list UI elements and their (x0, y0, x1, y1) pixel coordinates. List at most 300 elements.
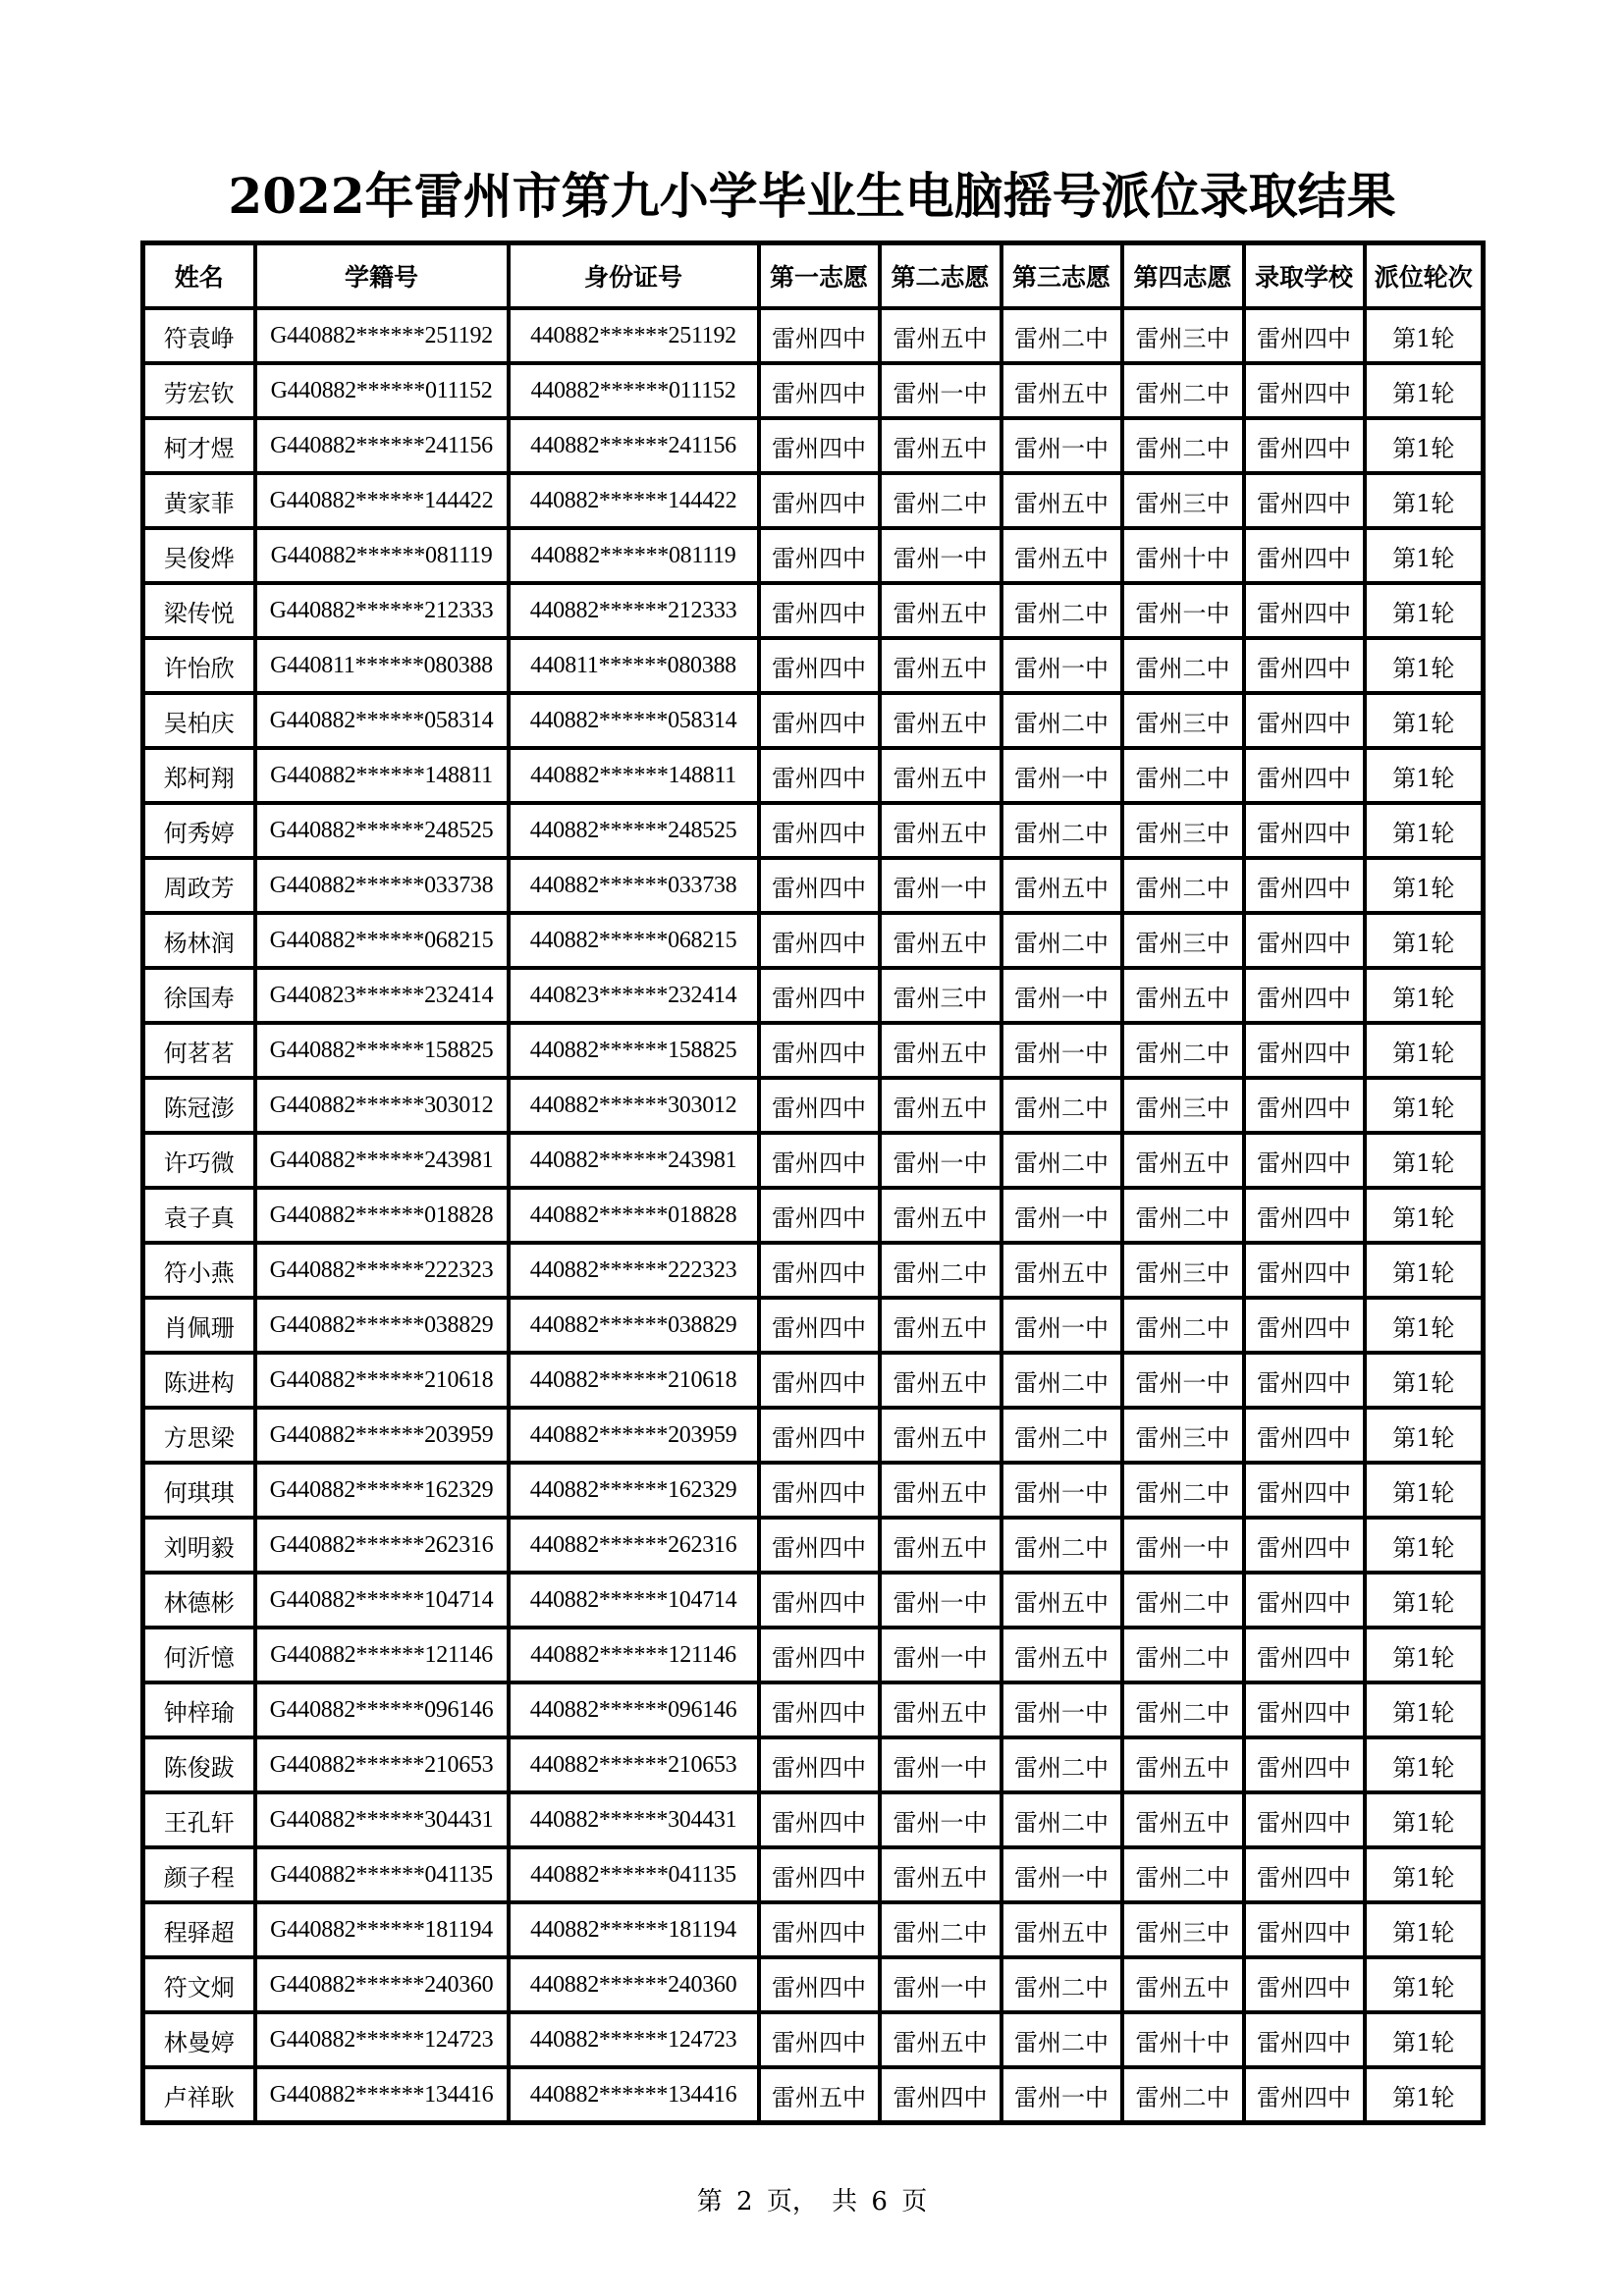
column-header-admitted-school: 录取学校 (1244, 243, 1365, 309)
cell-fourth-choice: 雷州五中 (1122, 1133, 1244, 1188)
cell-fourth-choice: 雷州二中 (1122, 638, 1244, 693)
cell-name: 颜子程 (143, 1847, 255, 1902)
cell-name: 何秀婷 (143, 803, 255, 858)
cell-second-choice: 雷州五中 (880, 418, 1001, 473)
cell-admitted-school: 雷州四中 (1244, 1188, 1365, 1243)
cell-admitted-school: 雷州四中 (1244, 913, 1365, 968)
cell-first-choice: 雷州四中 (759, 1737, 880, 1792)
cell-fourth-choice: 雷州二中 (1122, 1188, 1244, 1243)
cell-first-choice: 雷州四中 (759, 803, 880, 858)
cell-round: 第1轮 (1365, 913, 1484, 968)
table-row (143, 1847, 1484, 1902)
table-row (143, 1078, 1484, 1133)
column-header-fourth-choice: 第四志愿 (1122, 243, 1244, 309)
cell-name: 刘明毅 (143, 1518, 255, 1573)
cell-id-card: 440882******251192 (509, 308, 759, 363)
cell-round: 第1轮 (1365, 1573, 1484, 1628)
cell-first-choice: 雷州四中 (759, 528, 880, 583)
cell-second-choice: 雷州五中 (880, 1847, 1001, 1902)
cell-student-id: G440882******304431 (255, 1792, 509, 1847)
table-row (143, 803, 1484, 858)
cell-round: 第1轮 (1365, 1353, 1484, 1408)
cell-student-id: G440882******041135 (255, 1847, 509, 1902)
cell-second-choice: 雷州五中 (880, 693, 1001, 748)
cell-fourth-choice: 雷州二中 (1122, 1573, 1244, 1628)
cell-third-choice: 雷州二中 (1001, 1957, 1122, 2012)
cell-fourth-choice: 雷州二中 (1122, 1463, 1244, 1518)
cell-fourth-choice: 雷州十中 (1122, 2012, 1244, 2067)
cell-third-choice: 雷州一中 (1001, 1023, 1122, 1078)
cell-round: 第1轮 (1365, 1023, 1484, 1078)
cell-third-choice: 雷州二中 (1001, 693, 1122, 748)
cell-admitted-school: 雷州四中 (1244, 1133, 1365, 1188)
page-number: 第 2 页， 共 6 页 (696, 2187, 928, 2216)
cell-id-card: 440882******158825 (509, 1023, 759, 1078)
table-row (143, 528, 1484, 583)
cell-student-id: G440882******158825 (255, 1023, 509, 1078)
cell-admitted-school: 雷州四中 (1244, 473, 1365, 528)
table-row (143, 2012, 1484, 2067)
cell-round: 第1轮 (1365, 968, 1484, 1023)
cell-name: 许巧微 (143, 1133, 255, 1188)
cell-admitted-school: 雷州四中 (1244, 803, 1365, 858)
cell-third-choice: 雷州五中 (1001, 1573, 1122, 1628)
cell-second-choice: 雷州五中 (880, 913, 1001, 968)
table-row (143, 583, 1484, 638)
cell-id-card: 440882******262316 (509, 1518, 759, 1573)
cell-round: 第1轮 (1365, 308, 1484, 363)
cell-first-choice: 雷州四中 (759, 1902, 880, 1957)
cell-student-id: G440882******262316 (255, 1518, 509, 1573)
cell-id-card: 440882******162329 (509, 1463, 759, 1518)
cell-id-card: 440882******096146 (509, 1682, 759, 1737)
cell-id-card: 440882******081119 (509, 528, 759, 583)
cell-second-choice: 雷州二中 (880, 473, 1001, 528)
cell-round: 第1轮 (1365, 583, 1484, 638)
table-row (143, 968, 1484, 1023)
cell-third-choice: 雷州二中 (1001, 803, 1122, 858)
cell-round: 第1轮 (1365, 1408, 1484, 1463)
table-row (143, 1737, 1484, 1792)
cell-name: 符文炯 (143, 1957, 255, 2012)
cell-admitted-school: 雷州四中 (1244, 1573, 1365, 1628)
cell-second-choice: 雷州一中 (880, 1133, 1001, 1188)
cell-round: 第1轮 (1365, 1133, 1484, 1188)
cell-third-choice: 雷州五中 (1001, 1243, 1122, 1298)
table-row (143, 1902, 1484, 1957)
cell-first-choice: 雷州四中 (759, 1518, 880, 1573)
cell-student-id: G440882******011152 (255, 363, 509, 418)
cell-fourth-choice: 雷州五中 (1122, 968, 1244, 1023)
document-title: 2022年雷州市第九小学毕业生电脑摇号派位录取结果 (228, 167, 1396, 225)
cell-fourth-choice: 雷州二中 (1122, 1628, 1244, 1682)
cell-round: 第1轮 (1365, 473, 1484, 528)
cell-id-card: 440882******148811 (509, 748, 759, 803)
cell-student-id: G440882******148811 (255, 748, 509, 803)
cell-name: 陈冠澎 (143, 1078, 255, 1133)
cell-admitted-school: 雷州四中 (1244, 1518, 1365, 1573)
cell-first-choice: 雷州四中 (759, 473, 880, 528)
cell-first-choice: 雷州四中 (759, 418, 880, 473)
cell-third-choice: 雷州二中 (1001, 1078, 1122, 1133)
cell-name: 何茗茗 (143, 1023, 255, 1078)
cell-fourth-choice: 雷州一中 (1122, 1518, 1244, 1573)
cell-third-choice: 雷州二中 (1001, 1408, 1122, 1463)
cell-student-id: G440882******212333 (255, 583, 509, 638)
table-row (143, 473, 1484, 528)
cell-fourth-choice: 雷州二中 (1122, 2067, 1244, 2123)
cell-student-id: G440882******222323 (255, 1243, 509, 1298)
cell-id-card: 440882******304431 (509, 1792, 759, 1847)
cell-third-choice: 雷州一中 (1001, 1298, 1122, 1353)
cell-id-card: 440882******241156 (509, 418, 759, 473)
cell-student-id: G440882******134416 (255, 2067, 509, 2123)
cell-name: 吴柏庆 (143, 693, 255, 748)
cell-admitted-school: 雷州四中 (1244, 693, 1365, 748)
column-header-third-choice: 第三志愿 (1001, 243, 1122, 309)
cell-round: 第1轮 (1365, 1078, 1484, 1133)
cell-name: 劳宏钦 (143, 363, 255, 418)
table-row (143, 1298, 1484, 1353)
cell-round: 第1轮 (1365, 2012, 1484, 2067)
cell-name: 程驿超 (143, 1902, 255, 1957)
cell-fourth-choice: 雷州十中 (1122, 528, 1244, 583)
cell-second-choice: 雷州五中 (880, 1518, 1001, 1573)
cell-id-card: 440882******068215 (509, 913, 759, 968)
cell-name: 何琪琪 (143, 1463, 255, 1518)
cell-first-choice: 雷州四中 (759, 968, 880, 1023)
cell-third-choice: 雷州二中 (1001, 583, 1122, 638)
cell-round: 第1轮 (1365, 803, 1484, 858)
cell-first-choice: 雷州四中 (759, 693, 880, 748)
cell-name: 王孔轩 (143, 1792, 255, 1847)
cell-id-card: 440882******243981 (509, 1133, 759, 1188)
cell-first-choice: 雷州四中 (759, 2012, 880, 2067)
table-row (143, 1573, 1484, 1628)
cell-fourth-choice: 雷州二中 (1122, 1682, 1244, 1737)
cell-fourth-choice: 雷州五中 (1122, 1792, 1244, 1847)
cell-admitted-school: 雷州四中 (1244, 528, 1365, 583)
cell-round: 第1轮 (1365, 1243, 1484, 1298)
cell-student-id: G440882******104714 (255, 1573, 509, 1628)
cell-admitted-school: 雷州四中 (1244, 1023, 1365, 1078)
cell-third-choice: 雷州二中 (1001, 2012, 1122, 2067)
table-row (143, 1188, 1484, 1243)
cell-student-id: G440882******144422 (255, 473, 509, 528)
cell-admitted-school: 雷州四中 (1244, 1792, 1365, 1847)
cell-id-card: 440882******018828 (509, 1188, 759, 1243)
table-row (143, 363, 1484, 418)
cell-id-card: 440882******222323 (509, 1243, 759, 1298)
column-header-student-id: 学籍号 (255, 243, 509, 309)
cell-third-choice: 雷州五中 (1001, 1628, 1122, 1682)
cell-student-id: G440882******210653 (255, 1737, 509, 1792)
cell-round: 第1轮 (1365, 1847, 1484, 1902)
cell-student-id: G440882******240360 (255, 1957, 509, 2012)
cell-second-choice: 雷州五中 (880, 1682, 1001, 1737)
column-header-first-choice: 第一志愿 (759, 243, 880, 309)
cell-id-card: 440882******210653 (509, 1737, 759, 1792)
cell-id-card: 440882******038829 (509, 1298, 759, 1353)
cell-id-card: 440882******240360 (509, 1957, 759, 2012)
cell-id-card: 440882******124723 (509, 2012, 759, 2067)
cell-admitted-school: 雷州四中 (1244, 583, 1365, 638)
cell-student-id: G440882******248525 (255, 803, 509, 858)
cell-fourth-choice: 雷州三中 (1122, 913, 1244, 968)
cell-first-choice: 雷州四中 (759, 1133, 880, 1188)
cell-round: 第1轮 (1365, 1298, 1484, 1353)
cell-second-choice: 雷州二中 (880, 1243, 1001, 1298)
cell-first-choice: 雷州四中 (759, 1188, 880, 1243)
cell-student-id: G440882******124723 (255, 2012, 509, 2067)
table-row (143, 693, 1484, 748)
table-row (143, 1518, 1484, 1573)
cell-first-choice: 雷州四中 (759, 638, 880, 693)
cell-admitted-school: 雷州四中 (1244, 363, 1365, 418)
cell-second-choice: 雷州五中 (880, 308, 1001, 363)
cell-first-choice: 雷州四中 (759, 858, 880, 913)
cell-id-card: 440882******203959 (509, 1408, 759, 1463)
cell-name: 钟梓瑜 (143, 1682, 255, 1737)
table-row (143, 858, 1484, 913)
cell-fourth-choice: 雷州三中 (1122, 308, 1244, 363)
cell-name: 何沂憶 (143, 1628, 255, 1682)
cell-id-card: 440882******011152 (509, 363, 759, 418)
cell-fourth-choice: 雷州二中 (1122, 748, 1244, 803)
cell-id-card: 440882******058314 (509, 693, 759, 748)
cell-second-choice: 雷州五中 (880, 748, 1001, 803)
cell-round: 第1轮 (1365, 693, 1484, 748)
cell-admitted-school: 雷州四中 (1244, 1957, 1365, 2012)
cell-name: 符袁峥 (143, 308, 255, 363)
cell-fourth-choice: 雷州五中 (1122, 1957, 1244, 2012)
cell-first-choice: 雷州四中 (759, 1298, 880, 1353)
column-header-id-card: 身份证号 (509, 243, 759, 309)
cell-name: 梁传悦 (143, 583, 255, 638)
cell-id-card: 440882******212333 (509, 583, 759, 638)
cell-first-choice: 雷州四中 (759, 913, 880, 968)
cell-second-choice: 雷州一中 (880, 1792, 1001, 1847)
cell-admitted-school: 雷州四中 (1244, 858, 1365, 913)
cell-name: 陈进构 (143, 1353, 255, 1408)
cell-fourth-choice: 雷州五中 (1122, 1737, 1244, 1792)
cell-fourth-choice: 雷州三中 (1122, 1078, 1244, 1133)
cell-third-choice: 雷州一中 (1001, 1463, 1122, 1518)
cell-fourth-choice: 雷州二中 (1122, 1298, 1244, 1353)
cell-round: 第1轮 (1365, 418, 1484, 473)
table-row (143, 1957, 1484, 2012)
cell-second-choice: 雷州五中 (880, 1463, 1001, 1518)
table-row (143, 913, 1484, 968)
table-row (143, 638, 1484, 693)
cell-first-choice: 雷州四中 (759, 1078, 880, 1133)
cell-name: 陈俊跋 (143, 1737, 255, 1792)
cell-first-choice: 雷州四中 (759, 363, 880, 418)
cell-admitted-school: 雷州四中 (1244, 1682, 1365, 1737)
table-row (143, 1792, 1484, 1847)
cell-fourth-choice: 雷州二中 (1122, 1023, 1244, 1078)
cell-third-choice: 雷州一中 (1001, 1682, 1122, 1737)
cell-second-choice: 雷州一中 (880, 1957, 1001, 2012)
cell-round: 第1轮 (1365, 1957, 1484, 2012)
cell-second-choice: 雷州一中 (880, 528, 1001, 583)
cell-id-card: 440882******303012 (509, 1078, 759, 1133)
cell-id-card: 440811******080388 (509, 638, 759, 693)
cell-third-choice: 雷州五中 (1001, 528, 1122, 583)
cell-fourth-choice: 雷州三中 (1122, 1902, 1244, 1957)
cell-third-choice: 雷州一中 (1001, 638, 1122, 693)
cell-admitted-school: 雷州四中 (1244, 1847, 1365, 1902)
table-row (143, 1243, 1484, 1298)
cell-name: 黄家菲 (143, 473, 255, 528)
cell-name: 周政芳 (143, 858, 255, 913)
cell-round: 第1轮 (1365, 363, 1484, 418)
cell-fourth-choice: 雷州二中 (1122, 418, 1244, 473)
cell-fourth-choice: 雷州三中 (1122, 1408, 1244, 1463)
cell-first-choice: 雷州四中 (759, 1682, 880, 1737)
table-header-row (143, 243, 1484, 309)
cell-admitted-school: 雷州四中 (1244, 1078, 1365, 1133)
cell-student-id: G440882******210618 (255, 1353, 509, 1408)
cell-second-choice: 雷州三中 (880, 968, 1001, 1023)
cell-name: 方思梁 (143, 1408, 255, 1463)
cell-admitted-school: 雷州四中 (1244, 1902, 1365, 1957)
cell-id-card: 440882******210618 (509, 1353, 759, 1408)
cell-first-choice: 雷州四中 (759, 748, 880, 803)
cell-round: 第1轮 (1365, 528, 1484, 583)
cell-name: 袁子真 (143, 1188, 255, 1243)
table-body (143, 308, 1484, 2123)
cell-third-choice: 雷州二中 (1001, 1737, 1122, 1792)
cell-fourth-choice: 雷州三中 (1122, 1243, 1244, 1298)
cell-third-choice: 雷州五中 (1001, 363, 1122, 418)
cell-student-id: G440882******018828 (255, 1188, 509, 1243)
cell-id-card: 440882******033738 (509, 858, 759, 913)
cell-third-choice: 雷州二中 (1001, 1518, 1122, 1573)
cell-round: 第1轮 (1365, 858, 1484, 913)
cell-second-choice: 雷州五中 (880, 583, 1001, 638)
cell-third-choice: 雷州一中 (1001, 418, 1122, 473)
cell-second-choice: 雷州五中 (880, 1298, 1001, 1353)
cell-first-choice: 雷州四中 (759, 1408, 880, 1463)
table-row (143, 2067, 1484, 2123)
cell-admitted-school: 雷州四中 (1244, 1463, 1365, 1518)
cell-second-choice: 雷州五中 (880, 638, 1001, 693)
cell-round: 第1轮 (1365, 1188, 1484, 1243)
cell-student-id: G440882******096146 (255, 1682, 509, 1737)
cell-round: 第1轮 (1365, 748, 1484, 803)
cell-first-choice: 雷州四中 (759, 1847, 880, 1902)
cell-first-choice: 雷州四中 (759, 1792, 880, 1847)
cell-student-id: G440882******241156 (255, 418, 509, 473)
cell-first-choice: 雷州四中 (759, 1573, 880, 1628)
cell-fourth-choice: 雷州二中 (1122, 858, 1244, 913)
cell-third-choice: 雷州二中 (1001, 1792, 1122, 1847)
cell-first-choice: 雷州五中 (759, 2067, 880, 2123)
cell-second-choice: 雷州五中 (880, 2012, 1001, 2067)
cell-second-choice: 雷州五中 (880, 1188, 1001, 1243)
cell-name: 卢祥耿 (143, 2067, 255, 2123)
cell-first-choice: 雷州四中 (759, 1463, 880, 1518)
cell-admitted-school: 雷州四中 (1244, 1737, 1365, 1792)
cell-id-card: 440882******134416 (509, 2067, 759, 2123)
table-row (143, 1353, 1484, 1408)
cell-name: 郑柯翔 (143, 748, 255, 803)
cell-name: 肖佩珊 (143, 1298, 255, 1353)
cell-second-choice: 雷州一中 (880, 1573, 1001, 1628)
cell-third-choice: 雷州一中 (1001, 748, 1122, 803)
cell-admitted-school: 雷州四中 (1244, 1408, 1365, 1463)
cell-first-choice: 雷州四中 (759, 1353, 880, 1408)
table-row (143, 308, 1484, 363)
cell-fourth-choice: 雷州三中 (1122, 693, 1244, 748)
table-row (143, 1408, 1484, 1463)
cell-name: 柯才煜 (143, 418, 255, 473)
cell-third-choice: 雷州一中 (1001, 1188, 1122, 1243)
cell-round: 第1轮 (1365, 2067, 1484, 2123)
cell-admitted-school: 雷州四中 (1244, 2067, 1365, 2123)
cell-admitted-school: 雷州四中 (1244, 2012, 1365, 2067)
cell-student-id: G440882******058314 (255, 693, 509, 748)
cell-fourth-choice: 雷州二中 (1122, 1847, 1244, 1902)
cell-admitted-school: 雷州四中 (1244, 308, 1365, 363)
table-row (143, 418, 1484, 473)
cell-student-id: G440811******080388 (255, 638, 509, 693)
cell-round: 第1轮 (1365, 1902, 1484, 1957)
cell-student-id: G440882******038829 (255, 1298, 509, 1353)
cell-student-id: G440882******181194 (255, 1902, 509, 1957)
cell-id-card: 440882******121146 (509, 1628, 759, 1682)
cell-first-choice: 雷州四中 (759, 1243, 880, 1298)
cell-first-choice: 雷州四中 (759, 583, 880, 638)
cell-admitted-school: 雷州四中 (1244, 638, 1365, 693)
cell-name: 吴俊烨 (143, 528, 255, 583)
cell-round: 第1轮 (1365, 1792, 1484, 1847)
cell-second-choice: 雷州五中 (880, 1353, 1001, 1408)
cell-name: 符小燕 (143, 1243, 255, 1298)
cell-round: 第1轮 (1365, 1682, 1484, 1737)
cell-id-card: 440882******181194 (509, 1902, 759, 1957)
cell-name: 林德彬 (143, 1573, 255, 1628)
table-row (143, 748, 1484, 803)
cell-student-id: G440882******081119 (255, 528, 509, 583)
cell-student-id: G440882******243981 (255, 1133, 509, 1188)
cell-student-id: G440882******033738 (255, 858, 509, 913)
cell-third-choice: 雷州五中 (1001, 473, 1122, 528)
cell-second-choice: 雷州四中 (880, 2067, 1001, 2123)
cell-fourth-choice: 雷州二中 (1122, 363, 1244, 418)
cell-second-choice: 雷州五中 (880, 1408, 1001, 1463)
cell-name: 林曼婷 (143, 2012, 255, 2067)
table-row (143, 1628, 1484, 1682)
cell-first-choice: 雷州四中 (759, 308, 880, 363)
cell-round: 第1轮 (1365, 1628, 1484, 1682)
cell-third-choice: 雷州五中 (1001, 858, 1122, 913)
cell-round: 第1轮 (1365, 1737, 1484, 1792)
cell-name: 许怡欣 (143, 638, 255, 693)
cell-id-card: 440882******041135 (509, 1847, 759, 1902)
cell-student-id: G440882******203959 (255, 1408, 509, 1463)
cell-admitted-school: 雷州四中 (1244, 1243, 1365, 1298)
cell-second-choice: 雷州二中 (880, 1902, 1001, 1957)
cell-student-id: G440882******303012 (255, 1078, 509, 1133)
cell-third-choice: 雷州二中 (1001, 1353, 1122, 1408)
column-header-name: 姓名 (143, 243, 255, 309)
cell-second-choice: 雷州五中 (880, 803, 1001, 858)
cell-round: 第1轮 (1365, 638, 1484, 693)
cell-second-choice: 雷州一中 (880, 1628, 1001, 1682)
cell-first-choice: 雷州四中 (759, 1957, 880, 2012)
